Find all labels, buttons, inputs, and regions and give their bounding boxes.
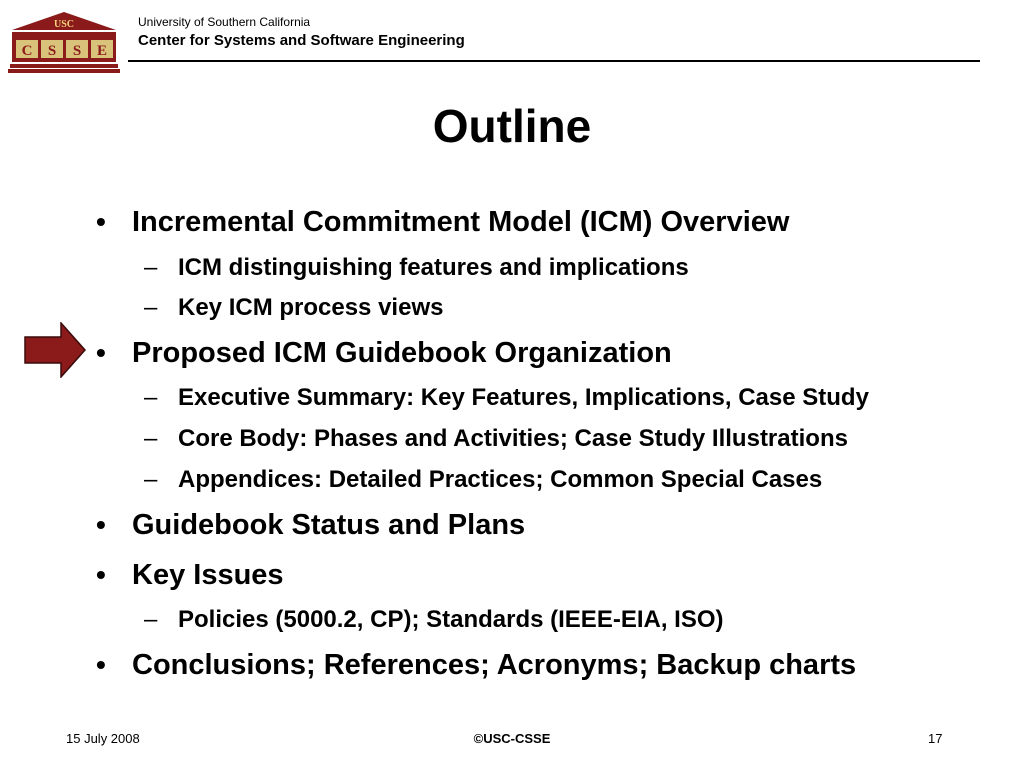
outline-subitem [144, 605, 724, 635]
bullet-marker: • [96, 337, 106, 368]
logo-letter-s: S [72, 43, 82, 59]
outline-subitem-text: Key ICM process views [178, 294, 444, 321]
dash-marker: – [144, 294, 158, 321]
outline-item-text: Conclusions; References; Acronyms; Backup charts [132, 649, 857, 681]
outline-item-text: Incremental Commitment Model (ICM) Overview [132, 206, 790, 238]
outline-item [96, 507, 526, 543]
outline-subitem-text: ICM distinguishing features and implications [178, 254, 689, 281]
outline-item [96, 647, 857, 683]
footer-copyright: ©USC-CSSE [473, 731, 551, 746]
outline-item-text: Key Issues [132, 559, 284, 591]
outline-item [96, 557, 284, 593]
outline-subitem [144, 253, 689, 283]
outline-subitem [144, 383, 869, 413]
outline-subitem-text: Core Body: Phases and Activities; Case Study Illustrations [178, 425, 848, 452]
logo-usc-text: USC [53, 19, 75, 30]
dash-marker: – [144, 254, 158, 281]
outline-item [96, 204, 790, 240]
bullet-marker: • [96, 559, 106, 590]
logo-letter-s: S [47, 43, 57, 59]
logo-letter-c: C [21, 43, 33, 59]
center-name: Center for Systems and Software Engineering [138, 32, 465, 49]
dash-marker: – [144, 606, 158, 633]
bullet-marker: • [96, 206, 106, 237]
outline-item-text: Guidebook Status and Plans [132, 509, 526, 541]
outline-subitem [144, 424, 848, 454]
outline-subitem-text: Policies (5000.2, CP); Standards (IEEE-EIA, ISO) [178, 606, 724, 633]
university-name: University of Southern California [138, 15, 311, 29]
bullet-marker: • [96, 649, 106, 680]
page-number: 17 [928, 731, 943, 746]
bullet-marker: • [96, 509, 106, 540]
dash-marker: – [144, 384, 158, 411]
outline-subitem [144, 293, 444, 323]
outline-subitem-text: Executive Summary: Key Features, Implications, Case Study [178, 384, 869, 411]
logo-letter-e: E [96, 43, 108, 59]
slide-title: Outline [432, 100, 592, 152]
dash-marker: – [144, 466, 158, 493]
outline-item-text: Proposed ICM Guidebook Organization [132, 337, 672, 369]
outline-item [96, 335, 672, 371]
outline-subitem [144, 465, 823, 495]
dash-marker: – [144, 425, 158, 452]
footer-date: 15 July 2008 [66, 731, 140, 746]
outline-subitem-text: Appendices: Detailed Practices; Common Special Cases [178, 466, 823, 493]
